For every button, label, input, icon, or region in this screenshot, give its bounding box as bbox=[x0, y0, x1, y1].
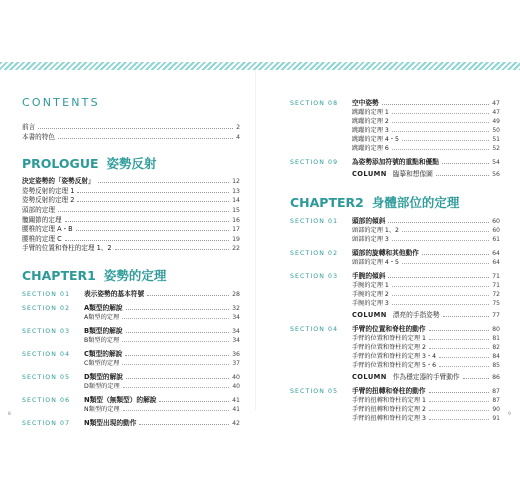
leader-dots bbox=[122, 364, 229, 365]
leader-dots bbox=[392, 113, 490, 114]
leader-dots bbox=[388, 222, 489, 223]
subsection-entry[interactable] bbox=[352, 299, 500, 308]
page-number: 75 bbox=[492, 300, 500, 307]
chapter2-sections-b bbox=[290, 324, 500, 370]
page-number: 41 bbox=[232, 396, 240, 404]
column-label: COLUMN bbox=[352, 373, 387, 381]
subsection-title: B類型的定理 bbox=[84, 336, 120, 344]
page-number: 54 bbox=[492, 159, 500, 166]
entry-title: 姿勢反射的定理 1 bbox=[22, 186, 75, 195]
left-page-number: 8 bbox=[8, 412, 11, 417]
subsection-entry[interactable] bbox=[84, 313, 240, 322]
subsection-entry[interactable] bbox=[352, 126, 500, 135]
leader-dots bbox=[436, 175, 489, 176]
leader-dots bbox=[392, 240, 490, 241]
toc-entry[interactable] bbox=[22, 123, 240, 133]
chapter1-title: CHAPTER1 bbox=[22, 267, 96, 283]
section-entry[interactable] bbox=[290, 386, 500, 396]
leader-dots bbox=[123, 387, 230, 388]
section-title: 為姿勢添加符號的重點和優點 bbox=[352, 158, 439, 166]
section-entry[interactable] bbox=[22, 303, 240, 313]
toc-entry[interactable] bbox=[22, 187, 240, 197]
leader-dots bbox=[439, 366, 489, 367]
section-title: A類型的解說 bbox=[84, 303, 123, 312]
page-number: 56 bbox=[492, 171, 500, 178]
leader-dots bbox=[76, 230, 229, 231]
page-number: 41 bbox=[232, 405, 240, 413]
chapter1-continued-sections bbox=[290, 98, 500, 167]
leader-dots bbox=[58, 211, 229, 212]
leader-dots bbox=[126, 378, 229, 379]
page-number: 34 bbox=[232, 313, 240, 321]
leader-dots bbox=[38, 128, 233, 129]
section-block bbox=[290, 98, 500, 153]
section-title: 手臂的扭轉和脊柱的動作 bbox=[352, 387, 426, 395]
page-number: 15 bbox=[232, 206, 240, 214]
subsection-title: 跳躍的定理 1 bbox=[352, 109, 389, 116]
leader-dots bbox=[126, 309, 230, 310]
section-title: N類型出現的動作 bbox=[84, 418, 137, 427]
section-entry[interactable] bbox=[22, 289, 240, 299]
entry-title: 姿勢反射的定理 2 bbox=[22, 196, 75, 205]
section-label: SECTION 03 bbox=[22, 327, 71, 335]
leader-dots bbox=[58, 138, 233, 139]
subsection-title: 手腕的定理 1 bbox=[352, 282, 389, 289]
subsection-entry[interactable] bbox=[84, 405, 240, 414]
entry-title: 腰椎的定理 A・B bbox=[22, 225, 73, 234]
leader-dots bbox=[402, 140, 489, 141]
subsection-entry[interactable] bbox=[84, 336, 240, 345]
chapter2-sections-c bbox=[290, 386, 500, 423]
section-block bbox=[290, 324, 500, 370]
page-number: 52 bbox=[492, 145, 500, 152]
entry-title: 手臂的位置和脊柱的定理 1、2 bbox=[22, 244, 112, 253]
leader-dots bbox=[77, 201, 229, 202]
leader-dots bbox=[443, 316, 490, 317]
leader-dots bbox=[429, 410, 489, 411]
leader-dots bbox=[429, 348, 489, 349]
entry-title: 本書的特色 bbox=[22, 132, 55, 141]
page-number: 13 bbox=[232, 187, 240, 195]
section-entry[interactable] bbox=[290, 216, 500, 226]
toc-entry[interactable] bbox=[22, 216, 240, 226]
left-page-toc bbox=[22, 96, 240, 428]
subsection-title: 跳躍的定理 6 bbox=[352, 145, 389, 152]
right-page-number: 9 bbox=[508, 412, 511, 417]
leader-dots bbox=[392, 131, 490, 132]
page-number: 87 bbox=[492, 397, 500, 404]
page-number: 51 bbox=[492, 136, 500, 143]
column-title: 臨摹和想像圖 bbox=[392, 170, 433, 178]
page-number: 40 bbox=[232, 382, 240, 390]
section-block bbox=[22, 395, 240, 414]
section-label: SECTION 09 bbox=[290, 159, 339, 166]
section-label: SECTION 06 bbox=[22, 396, 71, 404]
leader-dots bbox=[392, 149, 490, 150]
chapter1-heading bbox=[22, 266, 240, 284]
toc-entry[interactable] bbox=[22, 244, 240, 254]
subsection-entry[interactable] bbox=[352, 144, 500, 153]
subsection-entry[interactable] bbox=[352, 352, 500, 361]
leader-dots bbox=[115, 249, 230, 250]
leader-dots bbox=[392, 295, 490, 296]
column-title: 漂亮的手指姿勢 bbox=[392, 311, 440, 319]
subsection-title: 手臂的位置和脊柱的定理 3・4 bbox=[352, 353, 437, 360]
toc-entry[interactable] bbox=[22, 206, 240, 216]
leader-dots bbox=[159, 401, 229, 402]
subsection-entry[interactable] bbox=[352, 108, 500, 117]
subsection-title: 頭部的定理 1、2 bbox=[352, 227, 399, 234]
subsection-entry[interactable] bbox=[84, 382, 240, 391]
subsection-title: 手臂的位置和脊柱的定理 2 bbox=[352, 344, 426, 351]
subsection-entry[interactable] bbox=[352, 258, 500, 267]
leader-dots bbox=[402, 263, 489, 264]
section-entry[interactable] bbox=[22, 395, 240, 405]
page-number: 60 bbox=[492, 227, 500, 234]
section-label: SECTION 01 bbox=[22, 290, 71, 298]
subsection-entry[interactable] bbox=[352, 235, 500, 244]
section-label: SECTION 02 bbox=[290, 250, 339, 257]
prologue-heading bbox=[22, 154, 240, 172]
section-label: SECTION 04 bbox=[290, 326, 339, 333]
section-entry[interactable] bbox=[22, 418, 240, 428]
page-number: 71 bbox=[492, 282, 500, 289]
toc-entry[interactable] bbox=[22, 133, 240, 143]
leader-dots bbox=[429, 401, 489, 402]
section-entry[interactable] bbox=[22, 326, 240, 336]
section-title: 頭部的旋轉和其他動作 bbox=[352, 249, 419, 257]
section-label: SECTION 01 bbox=[290, 218, 339, 225]
leader-dots bbox=[388, 277, 489, 278]
section-title: B類型的解說 bbox=[84, 326, 123, 335]
page-number: 12 bbox=[232, 178, 240, 186]
page-number: 19 bbox=[232, 235, 240, 243]
page-number: 28 bbox=[232, 290, 240, 298]
section-block bbox=[22, 326, 240, 345]
subsection-entry[interactable] bbox=[352, 334, 500, 343]
chapter2-sections bbox=[290, 216, 500, 308]
section-label: SECTION 03 bbox=[290, 273, 339, 280]
page-number: 4 bbox=[236, 133, 240, 141]
subsection-entry[interactable] bbox=[352, 135, 500, 144]
column-entry[interactable] bbox=[352, 169, 500, 179]
chapter2-title: CHAPTER2 bbox=[290, 195, 364, 210]
column-label: COLUMN bbox=[352, 170, 387, 178]
page-number: 86 bbox=[492, 374, 500, 381]
page-number: 47 bbox=[492, 100, 500, 107]
page-number: 14 bbox=[232, 197, 240, 205]
section-block bbox=[290, 157, 500, 167]
page-number: 22 bbox=[232, 245, 240, 253]
leader-dots bbox=[392, 304, 490, 305]
toc-entry[interactable] bbox=[22, 177, 240, 187]
section-block bbox=[22, 372, 240, 391]
subsection-title: 手臂的位置和脊柱的定理 1 bbox=[352, 335, 426, 342]
page-number: 60 bbox=[492, 218, 500, 225]
page-number: 85 bbox=[492, 362, 500, 369]
toc-entry[interactable] bbox=[22, 196, 240, 206]
section-block bbox=[290, 248, 500, 267]
leader-dots bbox=[429, 392, 490, 393]
leader-dots bbox=[402, 231, 489, 232]
subsection-entry[interactable] bbox=[352, 414, 500, 423]
page-number: 50 bbox=[492, 127, 500, 134]
subsection-title: 跳躍的定理 3 bbox=[352, 127, 389, 134]
section-block bbox=[290, 271, 500, 308]
section-title: 手腕的傾斜 bbox=[352, 272, 386, 280]
entry-title: 頭部的定理 bbox=[22, 205, 55, 214]
page-number: 84 bbox=[492, 353, 500, 360]
subsection-entry[interactable] bbox=[352, 361, 500, 370]
section-label: SECTION 04 bbox=[22, 350, 71, 358]
subsection-title: 頭部的定理 4・5 bbox=[352, 259, 399, 266]
page-number: 91 bbox=[492, 415, 500, 422]
section-label: SECTION 05 bbox=[290, 388, 339, 395]
section-block bbox=[22, 303, 240, 322]
subsection-title: 跳躍的定理 4・5 bbox=[352, 136, 399, 143]
toc-entry[interactable] bbox=[22, 235, 240, 245]
column-entry[interactable] bbox=[352, 372, 500, 382]
leader-dots bbox=[139, 424, 229, 425]
page-number: 42 bbox=[232, 419, 240, 427]
entry-title: 髖關節的定理 bbox=[22, 215, 62, 224]
subsection-title: 跳躍的定理 2 bbox=[352, 118, 389, 125]
section-entry[interactable] bbox=[290, 98, 500, 108]
leader-dots bbox=[439, 357, 489, 358]
section-label: SECTION 08 bbox=[290, 100, 339, 107]
leader-dots bbox=[126, 332, 230, 333]
leader-dots bbox=[125, 355, 229, 356]
subsection-entry[interactable] bbox=[84, 359, 240, 368]
section-block bbox=[22, 349, 240, 368]
subsection-title: 手臂的位置和脊柱的定理 5・6 bbox=[352, 362, 437, 369]
page-number: 49 bbox=[492, 118, 500, 125]
subsection-entry[interactable] bbox=[352, 117, 500, 126]
page-number: 87 bbox=[492, 388, 500, 395]
subsection-title: D類型的定理 bbox=[84, 382, 120, 390]
leader-dots bbox=[392, 286, 490, 287]
section-block bbox=[22, 289, 240, 299]
subsection-entry[interactable] bbox=[352, 405, 500, 414]
leader-dots bbox=[392, 122, 490, 123]
section-label: SECTION 07 bbox=[22, 419, 71, 427]
page-number: 90 bbox=[492, 406, 500, 413]
subsection-entry[interactable] bbox=[352, 290, 500, 299]
column-entry[interactable] bbox=[352, 310, 500, 320]
leader-dots bbox=[147, 295, 229, 296]
page-number: 17 bbox=[232, 226, 240, 234]
leader-dots bbox=[65, 240, 229, 241]
section-label: SECTION 02 bbox=[22, 304, 71, 312]
section-title: 手臂的位置和脊柱的動作 bbox=[352, 325, 426, 333]
section-title: 空中姿勢 bbox=[352, 99, 379, 107]
section-title: N類型（無類型）的解說 bbox=[84, 395, 157, 404]
page-number: 64 bbox=[492, 250, 500, 257]
subsection-title: 頭部的定理 3 bbox=[352, 236, 389, 243]
section-entry[interactable] bbox=[290, 248, 500, 258]
page-number: 34 bbox=[232, 327, 240, 335]
leader-dots bbox=[77, 192, 229, 193]
section-entry[interactable] bbox=[290, 271, 500, 281]
section-title: 表示姿勢的基本符號 bbox=[84, 289, 145, 298]
chapter1-subtitle: 姿勢的定理 bbox=[103, 267, 167, 283]
page-number: 77 bbox=[492, 312, 500, 319]
toc-entry[interactable] bbox=[22, 225, 240, 235]
subsection-entry[interactable] bbox=[352, 343, 500, 352]
subsection-title: A類型的定理 bbox=[84, 313, 120, 321]
right-page-toc bbox=[290, 94, 500, 423]
leader-dots bbox=[429, 419, 489, 420]
leader-dots bbox=[122, 341, 229, 342]
prologue-title: PROLOGUE bbox=[22, 156, 99, 172]
subsection-title: N類型的定理 bbox=[84, 405, 120, 413]
section-block bbox=[22, 418, 240, 428]
contents-heading: CONTENTS bbox=[22, 96, 100, 109]
page-number: 71 bbox=[492, 273, 500, 280]
subsection-title: C類型的定理 bbox=[84, 359, 120, 367]
subsection-entry[interactable] bbox=[352, 281, 500, 290]
section-entry[interactable] bbox=[22, 372, 240, 382]
page-number: 32 bbox=[232, 304, 240, 312]
page-number: 47 bbox=[492, 109, 500, 116]
leader-dots bbox=[429, 339, 489, 340]
front-matter-list bbox=[22, 123, 240, 142]
leader-dots bbox=[442, 163, 489, 164]
chapter1-sections bbox=[22, 289, 240, 428]
section-block bbox=[290, 386, 500, 423]
page-number: 40 bbox=[232, 373, 240, 381]
leader-dots bbox=[98, 182, 230, 183]
leader-dots bbox=[122, 318, 229, 319]
section-title: D類型的解說 bbox=[84, 372, 123, 381]
subsection-title: 手臂的扭轉和脊柱的定理 2 bbox=[352, 406, 426, 413]
prologue-list bbox=[22, 177, 240, 254]
page-number: 2 bbox=[236, 124, 240, 131]
leader-dots bbox=[422, 254, 489, 255]
leader-dots bbox=[123, 410, 230, 411]
page-gutter bbox=[255, 70, 256, 410]
subsection-entry[interactable] bbox=[352, 396, 500, 405]
subsection-title: 手腕的定理 2 bbox=[352, 291, 389, 298]
page-number: 64 bbox=[492, 259, 500, 266]
entry-title: 前言 bbox=[22, 123, 36, 131]
page-number: 80 bbox=[492, 326, 500, 333]
entry-title: 腰椎的定理 C bbox=[22, 234, 62, 243]
page-number: 16 bbox=[232, 216, 240, 224]
column-label: COLUMN bbox=[352, 311, 387, 319]
page-number: 34 bbox=[232, 336, 240, 344]
leader-dots bbox=[429, 330, 490, 331]
prologue-subtitle: 姿勢反射 bbox=[106, 156, 157, 172]
section-entry[interactable] bbox=[290, 324, 500, 334]
subsection-entry[interactable] bbox=[352, 226, 500, 235]
leader-dots bbox=[463, 378, 490, 379]
subsection-title: 手臂的扭轉和脊柱的定理 1 bbox=[352, 397, 426, 404]
page-number: 72 bbox=[492, 291, 500, 298]
page-number: 82 bbox=[492, 344, 500, 351]
leader-dots bbox=[382, 104, 489, 105]
column-title: 作為穩定器的手臂動作 bbox=[392, 373, 460, 381]
section-block bbox=[290, 216, 500, 244]
entry-title: 決定姿勢的「姿勢反射」 bbox=[22, 177, 95, 186]
section-entry[interactable] bbox=[22, 349, 240, 359]
leader-dots bbox=[65, 221, 230, 222]
page-number: 81 bbox=[492, 335, 500, 342]
page-number: 37 bbox=[232, 359, 240, 367]
page-number: 61 bbox=[492, 236, 500, 243]
chapter2-subtitle: 身體部位的定理 bbox=[371, 195, 460, 210]
section-entry[interactable] bbox=[290, 157, 500, 167]
subsection-title: 手腕的定理 3 bbox=[352, 300, 389, 307]
decorative-top-band bbox=[0, 62, 520, 70]
section-title: C類型的解說 bbox=[84, 349, 123, 358]
page-number: 36 bbox=[232, 350, 240, 358]
subsection-title: 手臂的扭轉和脊柱的定理 3 bbox=[352, 415, 426, 422]
chapter2-heading bbox=[290, 193, 500, 211]
section-label: SECTION 05 bbox=[22, 373, 71, 381]
section-title: 頭部的傾斜 bbox=[352, 217, 386, 225]
